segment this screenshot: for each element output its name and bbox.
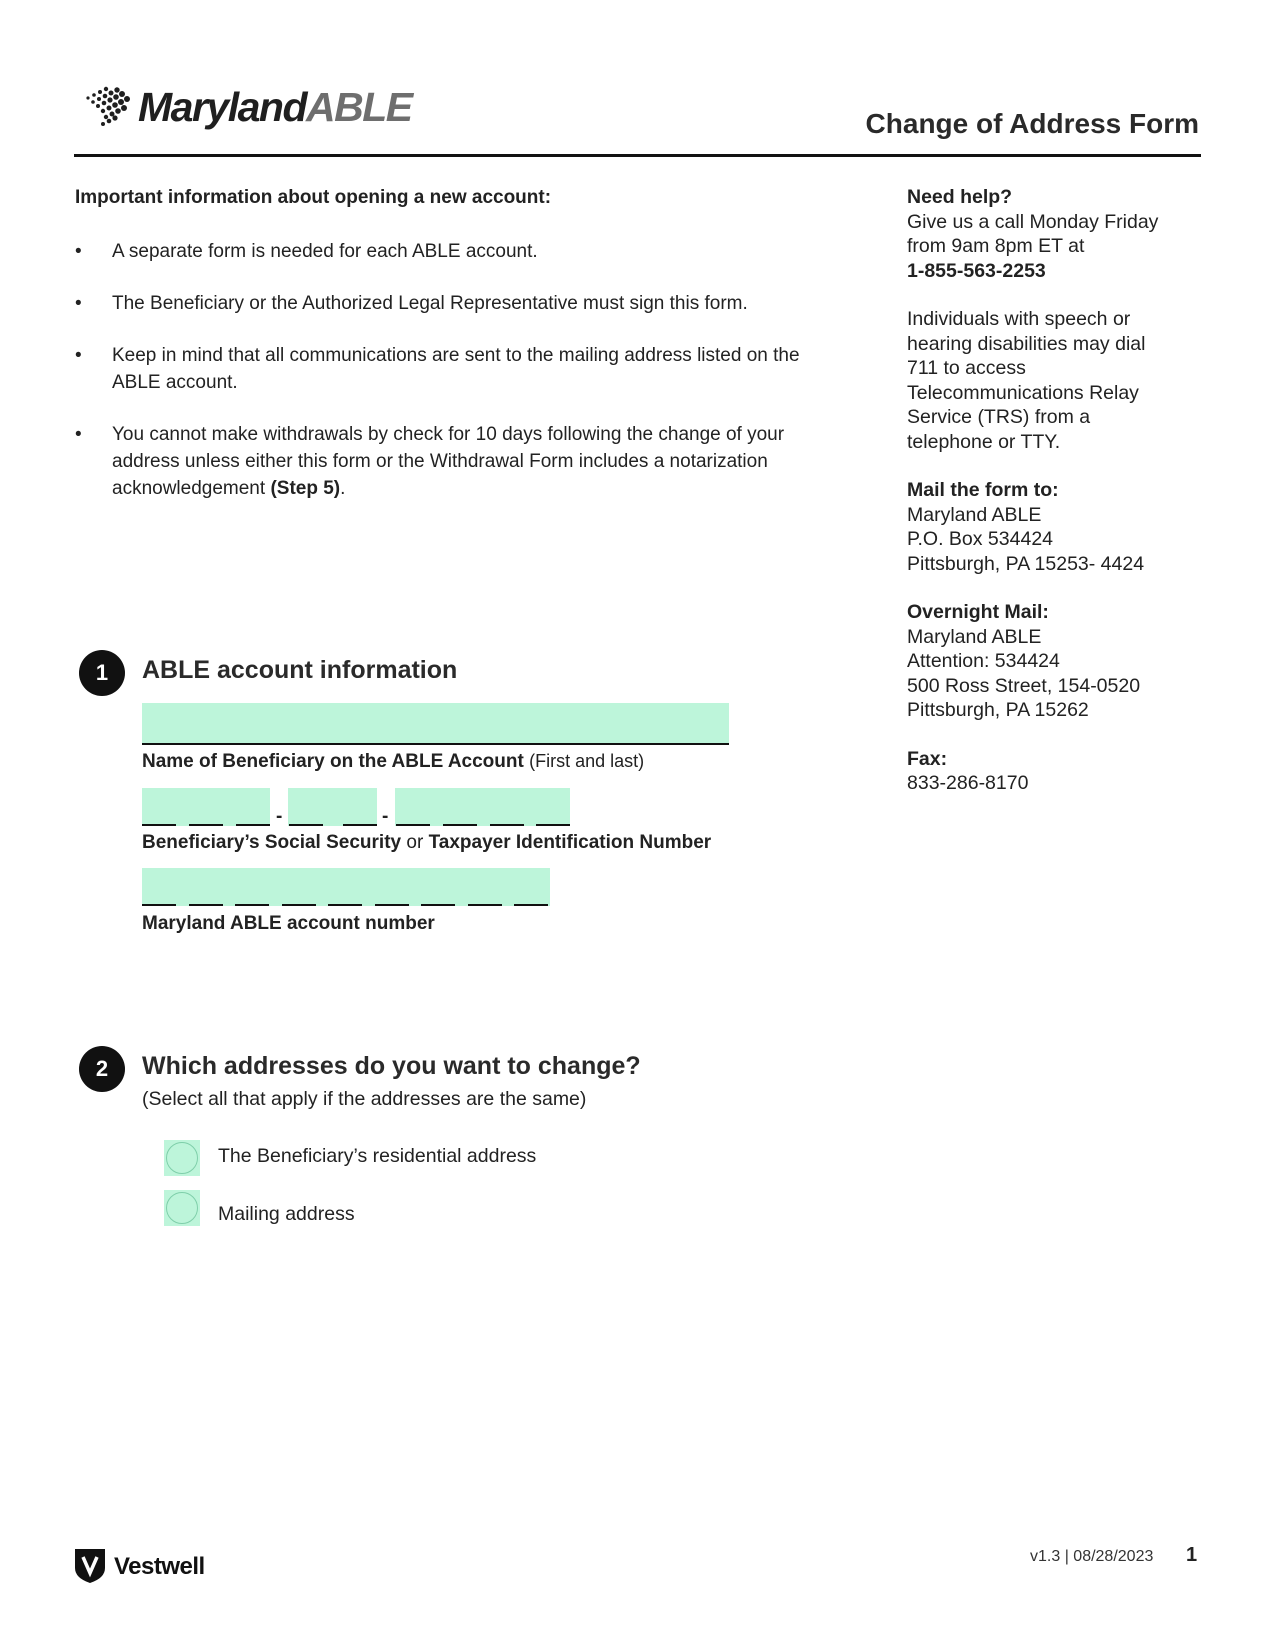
intro-heading: Important information about opening a new account:	[75, 187, 552, 208]
fax-number: 833-286-8170	[907, 772, 1029, 794]
overnight-line: 500 Ross Street, 154-0520	[907, 674, 1141, 697]
bullet-icon: •	[75, 293, 82, 314]
help-hours-line1: Give us a call Monday Friday	[907, 210, 1159, 233]
logo-dots-icon	[84, 84, 138, 130]
name-label-text: Name of Beneficiary on the ABLE Account	[142, 751, 524, 772]
mail-line: Maryland ABLE	[907, 503, 1042, 526]
ssn-separator: -	[276, 806, 283, 827]
tin-label-text: Taxpayer Identification Number	[428, 832, 712, 853]
intro-bullet-list	[75, 238, 845, 527]
account-number-label	[142, 913, 435, 935]
trs-line: hearing disabilities may dial	[907, 332, 1146, 355]
residential-address-checkbox[interactable]	[166, 1142, 198, 1174]
ssn-label-text: Beneficiary’s Social Security	[142, 832, 402, 853]
name-label-note: (First and last)	[529, 751, 645, 771]
help-hours-line2: from 9am 8pm ET at	[907, 235, 1085, 257]
account-label-text: Maryland ABLE account number	[142, 913, 435, 934]
digit-underline	[396, 824, 430, 826]
list-item	[75, 238, 845, 265]
vestwell-shield-icon	[74, 1548, 106, 1584]
fax-heading: Fax:	[907, 747, 948, 770]
version-date: v1.3 | 08/28/2023	[1030, 1548, 1154, 1565]
trs-line: Service (TRS) from a	[907, 406, 1091, 428]
step-2-badge: 2	[79, 1046, 125, 1092]
list-item	[75, 421, 845, 502]
ssn-part1-field[interactable]	[142, 788, 270, 826]
ssn-separator: -	[382, 806, 389, 827]
bullet-text: The Beneficiary or the Authorized Legal Representative must sign this form.	[112, 293, 748, 314]
bullet-text: Keep in mind that all communications are sent to the mailing address listed on the ABLE account.	[112, 345, 800, 393]
digit-underline	[142, 824, 176, 826]
ssn-part2-field[interactable]	[288, 788, 377, 826]
mail-line: Pittsburgh, PA 15253- 4424	[907, 552, 1145, 575]
trs-line: telephone or TTY.	[907, 430, 1061, 453]
section-1-title: ABLE account information	[142, 656, 458, 684]
list-item	[75, 342, 845, 396]
digit-underline	[189, 904, 223, 906]
logo-secondary-text: ABLE	[306, 84, 412, 130]
beneficiary-name-field[interactable]	[142, 703, 729, 743]
bullet-icon: •	[75, 345, 82, 366]
help-phone[interactable]: 1-855-563-2253	[907, 259, 1046, 282]
mailing-address-label: Mailing address	[218, 1203, 355, 1225]
overnight-heading: Overnight Mail:	[907, 601, 1049, 623]
ssn-label	[142, 832, 711, 854]
overnight-line: Maryland ABLE	[907, 625, 1042, 648]
overnight-line: Pittsburgh, PA 15262	[907, 699, 1089, 721]
mail-heading: Mail the form to:	[907, 479, 1059, 501]
account-number-field[interactable]	[142, 868, 550, 906]
help-sidebar	[907, 185, 1207, 796]
logo-primary-text: Maryland	[138, 84, 306, 130]
step-reference: (Step 5)	[270, 478, 341, 499]
vestwell-brand: Vestwell	[114, 1553, 205, 1580]
digit-underline	[236, 824, 270, 826]
trs-line: Telecommunications Relay	[907, 381, 1139, 404]
bullet-period: .	[340, 478, 346, 499]
beneficiary-name-label	[142, 751, 644, 773]
step-1-badge: 1	[79, 650, 125, 696]
mail-line: P.O. Box 534424	[907, 528, 1054, 550]
bullet-icon: •	[75, 424, 82, 445]
page-number: 1	[1186, 1544, 1198, 1566]
digit-underline	[490, 824, 524, 826]
mailing-address-checkbox[interactable]	[166, 1192, 198, 1224]
bullet-text: A separate form is needed for each ABLE account.	[112, 241, 538, 262]
digit-underline	[235, 904, 269, 906]
section-2-subtitle: (Select all that apply if the addresses are the same)	[142, 1088, 587, 1110]
digit-underline	[282, 904, 316, 906]
digit-underline	[189, 824, 223, 826]
name-underline	[142, 743, 729, 745]
digit-underline	[421, 904, 455, 906]
digit-underline	[328, 904, 362, 906]
header-divider	[74, 154, 1201, 157]
overnight-line: Attention: 534424	[907, 650, 1060, 672]
list-item	[75, 290, 845, 317]
ssn-label-or: or	[406, 832, 424, 853]
maryland-able-logo	[138, 84, 412, 131]
section-2-title: Which addresses do you want to change?	[142, 1052, 641, 1080]
help-heading: Need help?	[907, 186, 1013, 208]
digit-underline	[468, 904, 502, 906]
trs-line: 711 to access	[907, 357, 1026, 379]
digit-underline	[375, 904, 409, 906]
digit-underline	[443, 824, 477, 826]
form-title: Change of Address Form	[865, 108, 1199, 139]
residential-address-label: The Beneficiary’s residential address	[218, 1145, 537, 1167]
bullet-text: You cannot make withdrawals by check for 10 days following the change of your address unless either this form or the Withdrawal Form includes a notarization acknowledgement	[112, 424, 785, 499]
trs-line: Individuals with speech or	[907, 308, 1131, 330]
ssn-part3-field[interactable]	[395, 788, 570, 826]
digit-underline	[343, 824, 377, 826]
bullet-icon: •	[75, 241, 82, 262]
digit-underline	[514, 904, 548, 906]
digit-underline	[289, 824, 323, 826]
digit-underline	[142, 904, 176, 906]
digit-underline	[536, 824, 570, 826]
